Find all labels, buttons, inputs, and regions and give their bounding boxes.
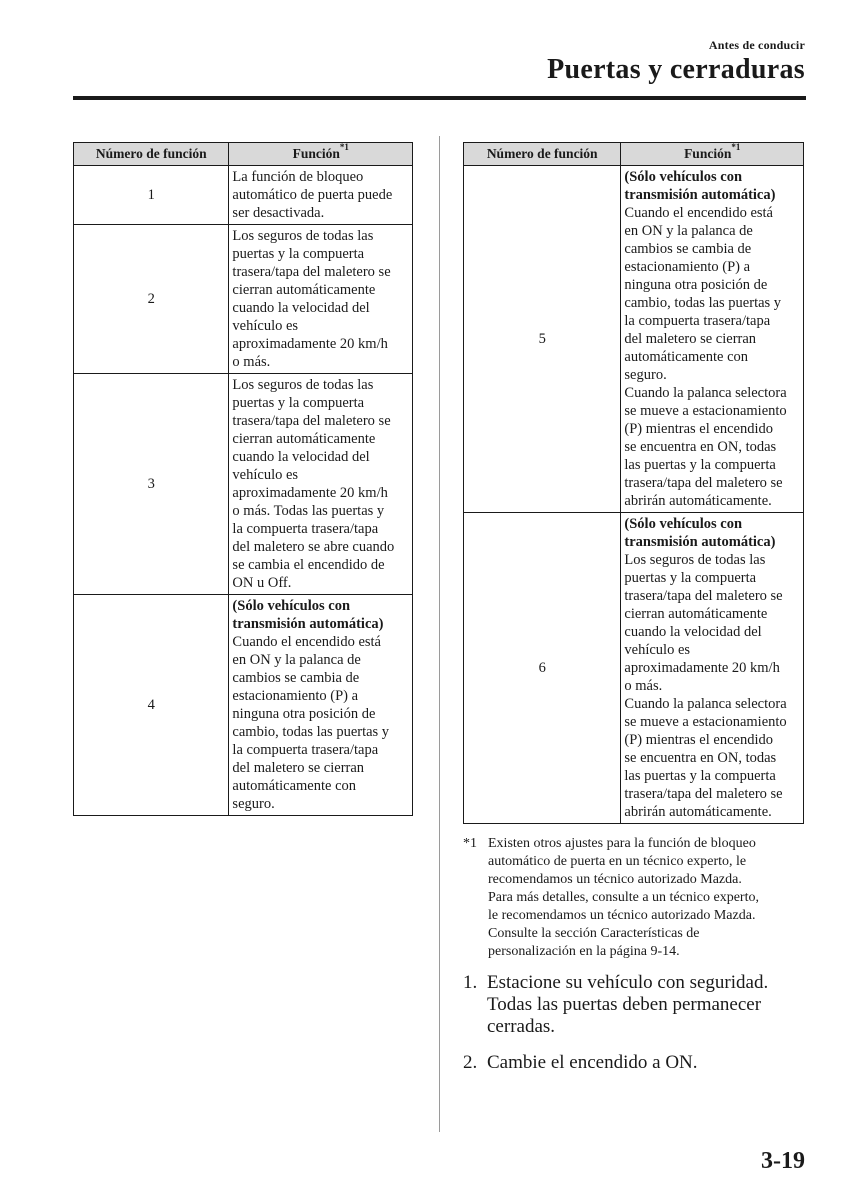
header-function-label: Función [292, 146, 340, 161]
header-rule [73, 96, 806, 100]
function-number-cell: 4 [74, 595, 229, 816]
description-line: Cuando el encendido está [624, 205, 773, 221]
description-line: del maletero se abre cuando [232, 539, 395, 555]
description-line: cierran automáticamente [624, 606, 768, 622]
description-line: Los seguros de todas las [624, 552, 766, 568]
table-row [74, 166, 413, 225]
footnote-mark: *1 [463, 836, 477, 851]
table-header-row [74, 143, 413, 166]
condition-note: (Sólo vehículos con [624, 516, 743, 532]
description-line: en ON y la palanca de [624, 223, 753, 239]
description-line: puertas y la compuerta [624, 570, 757, 586]
description-line: cambio, todas las puertas y [232, 724, 390, 740]
description-line: seguro. [232, 796, 275, 812]
footnote-line: personalización en la página 9-14. [488, 944, 680, 959]
description-line: se encuentra en ON, todas [624, 750, 777, 766]
description-line: trasera/tapa del maletero se [232, 264, 391, 280]
description-line: o más. Todas las puertas y [232, 503, 385, 519]
function-table-left [73, 142, 413, 816]
description-line: la compuerta trasera/tapa [624, 313, 771, 329]
function-number-cell: 6 [464, 513, 621, 824]
description-line: Cuando la palanca selectora [624, 385, 787, 401]
description-line: abrirán automáticamente. [624, 804, 772, 820]
function-table-right [463, 142, 804, 824]
step-item [463, 1052, 808, 1074]
footnote-line: Existen otros ajustes para la función de bloqueo [488, 836, 756, 851]
description-line: cuando la velocidad del [232, 449, 370, 465]
header-function-number: Número de función [74, 143, 229, 166]
condition-note: (Sólo vehículos con [232, 598, 351, 614]
description-line: seguro. [624, 367, 667, 383]
table-row [74, 374, 413, 595]
description-line: o más. [624, 678, 663, 694]
description-line: aproximadamente 20 km/h [624, 660, 780, 676]
condition-note: (Sólo vehículos con [624, 169, 743, 185]
function-description-cell [229, 225, 413, 374]
step-text-line: Todas las puertas deben permanecer [487, 994, 762, 1015]
footnote-reference: *1 [731, 142, 741, 152]
function-number-cell: 1 [74, 166, 229, 225]
step-text-line: Cambie el encendido a ON. [487, 1052, 698, 1073]
description-line: trasera/tapa del maletero se [624, 786, 783, 802]
description-line: ninguna otra posición de [624, 277, 768, 293]
table-row [464, 513, 804, 824]
table-header-row [464, 143, 804, 166]
footnote-line: Consulte la sección Características de [488, 926, 700, 941]
description-line: del maletero se cierran [232, 760, 365, 776]
footnote-line: recomendamos un técnico autorizado Mazda. [488, 872, 742, 887]
description-line: la compuerta trasera/tapa [232, 742, 379, 758]
description-line: Cuando la palanca selectora [624, 696, 787, 712]
footnote-line: le recomendamos un técnico autorizado Mazda. [488, 908, 756, 923]
description-line: la compuerta trasera/tapa [232, 521, 379, 537]
condition-note: transmisión automática) [624, 187, 776, 203]
description-line: ser desactivada. [232, 205, 325, 221]
function-description-cell [229, 166, 413, 225]
step-number: 2. [463, 1052, 478, 1073]
function-number-cell: 5 [464, 166, 621, 513]
description-line: trasera/tapa del maletero se [624, 588, 783, 604]
description-line: automáticamente con [232, 778, 357, 794]
description-line: o más. [232, 354, 271, 370]
footnote-text [488, 835, 808, 961]
description-line: Los seguros de todas las [232, 377, 374, 393]
description-line: puertas y la compuerta [232, 395, 365, 411]
column-divider [439, 136, 440, 1132]
description-line: puertas y la compuerta [232, 246, 365, 262]
footnote-line: automático de puerta en un técnico experto, le [488, 854, 747, 869]
description-line: se mueve a estacionamiento [624, 714, 787, 730]
description-line: vehículo es [624, 642, 691, 658]
condition-note: transmisión automática) [232, 616, 384, 632]
description-line: automático de puerta puede [232, 187, 393, 203]
function-number-cell: 2 [74, 225, 229, 374]
description-line: cierran automáticamente [232, 282, 376, 298]
section-label: Antes de conducir [708, 38, 805, 52]
description-line: cuando la velocidad del [624, 624, 762, 640]
description-line: del maletero se cierran [624, 331, 757, 347]
description-line: se mueve a estacionamiento [624, 403, 787, 419]
description-line: cambio, todas las puertas y [624, 295, 782, 311]
function-description-cell [621, 166, 804, 513]
description-line: cambios se cambia de [232, 670, 360, 686]
condition-note: transmisión automática) [624, 534, 776, 550]
description-line: estacionamiento (P) a [624, 259, 751, 275]
description-line: cuando la velocidad del [232, 300, 370, 316]
procedure-steps [463, 972, 808, 1088]
function-description-cell [229, 374, 413, 595]
description-line: las puertas y la compuerta [624, 768, 776, 784]
description-line: ON u Off. [232, 575, 292, 591]
description-line: (P) mientras el encendido [624, 732, 773, 748]
description-line: Los seguros de todas las [232, 228, 374, 244]
step-text-line: Estacione su vehículo con seguridad. [487, 972, 769, 993]
header-function [229, 143, 413, 166]
header-function [621, 143, 804, 166]
description-line: trasera/tapa del maletero se [232, 413, 391, 429]
description-line: en ON y la palanca de [232, 652, 361, 668]
header-function-number: Número de función [464, 143, 621, 166]
table-row [464, 166, 804, 513]
description-line: (P) mientras el encendido [624, 421, 773, 437]
description-line: vehículo es [232, 467, 299, 483]
description-line: se cambia el encendido de [232, 557, 385, 573]
description-line: aproximadamente 20 km/h [232, 485, 388, 501]
description-line: abrirán automáticamente. [624, 493, 772, 509]
description-line: aproximadamente 20 km/h [232, 336, 388, 352]
description-line: cierran automáticamente [232, 431, 376, 447]
step-item [463, 972, 808, 1038]
function-description-cell [229, 595, 413, 816]
function-number-cell: 3 [74, 374, 229, 595]
description-line: automáticamente con [624, 349, 749, 365]
description-line: trasera/tapa del maletero se [624, 475, 783, 491]
footnote-line: Para más detalles, consulte a un técnico experto, [488, 890, 759, 905]
description-line: La función de bloqueo [232, 169, 364, 185]
footnote-reference: *1 [339, 142, 349, 152]
description-line: las puertas y la compuerta [624, 457, 776, 473]
description-line: estacionamiento (P) a [232, 688, 359, 704]
page-title: Puertas y cerraduras [547, 54, 805, 85]
description-line: Cuando el encendido está [232, 634, 381, 650]
description-line: cambios se cambia de [624, 241, 752, 257]
description-line: vehículo es [232, 318, 299, 334]
table-row [74, 225, 413, 374]
step-text-line: cerradas. [487, 1016, 556, 1037]
header-function-label: Función [684, 146, 732, 161]
step-number: 1. [463, 972, 478, 993]
function-description-cell [621, 513, 804, 824]
table-row [74, 595, 413, 816]
description-line: se encuentra en ON, todas [624, 439, 777, 455]
description-line: ninguna otra posición de [232, 706, 376, 722]
page-number: 3-19 [761, 1148, 805, 1174]
footnote [463, 835, 808, 961]
